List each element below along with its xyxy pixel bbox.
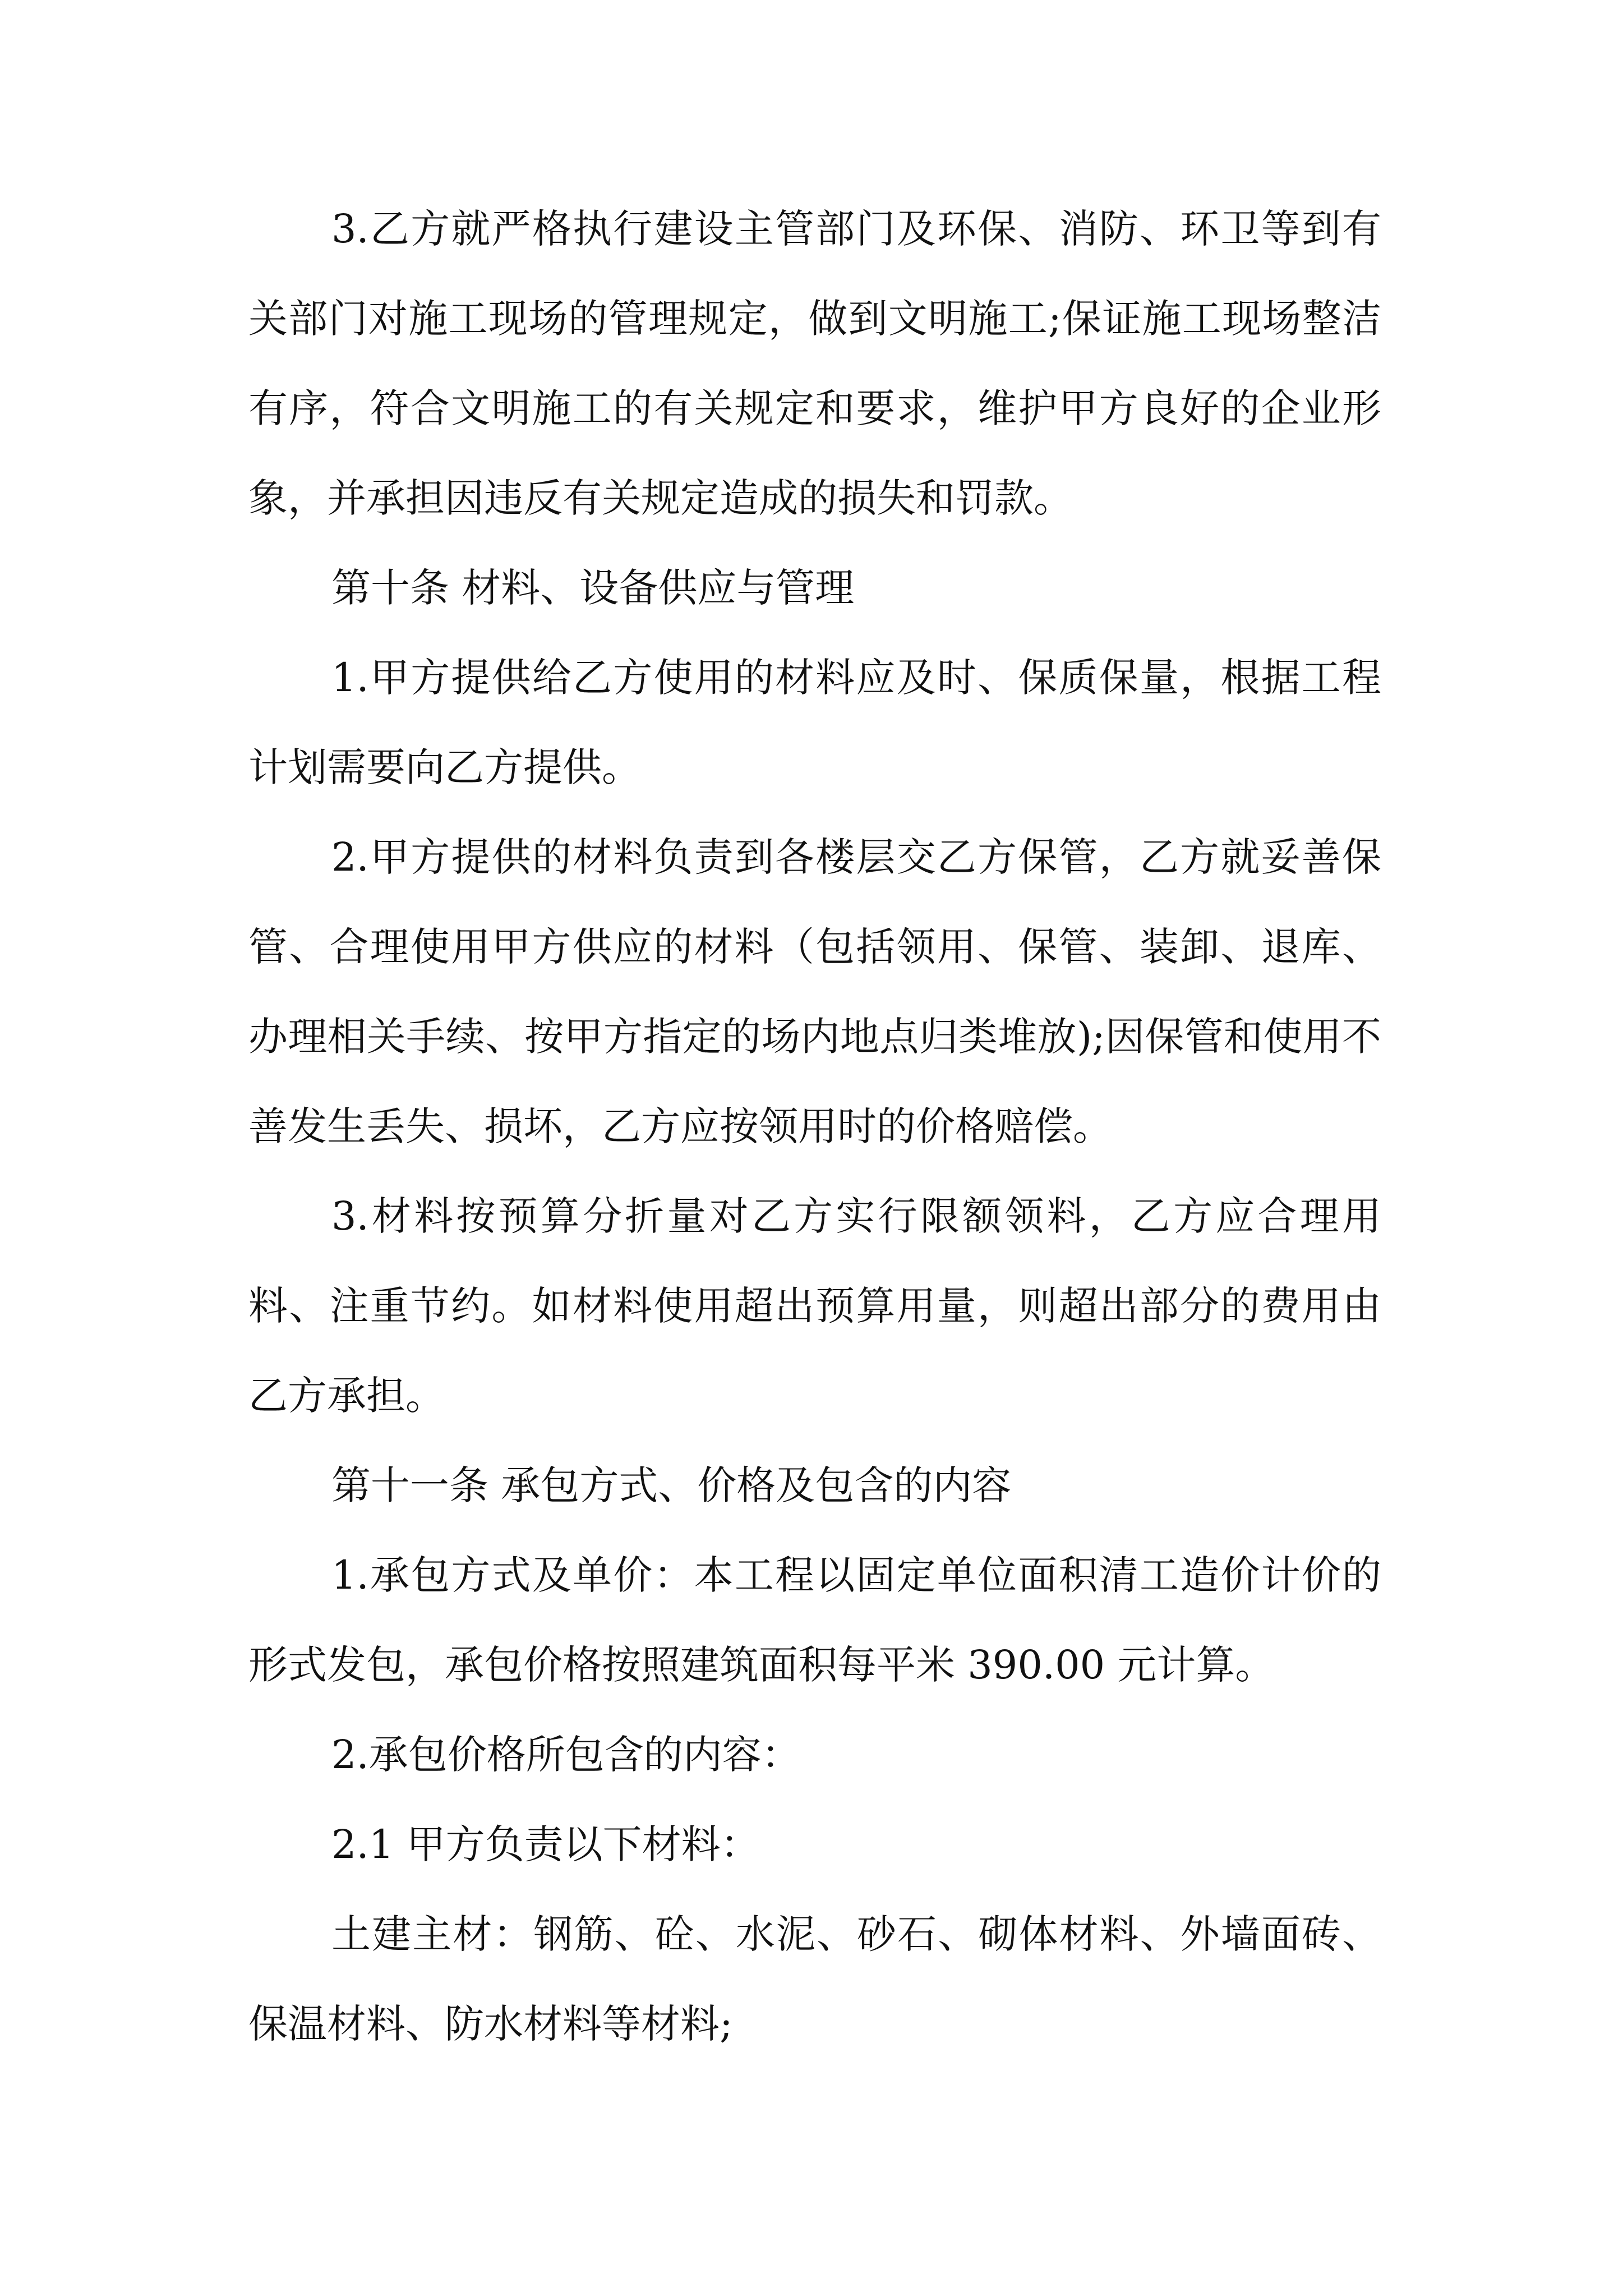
clause-11-materials: 土建主材：钢筋、砼、水泥、砂石、砌体材料、外墙面砖、保温材料、防水材料等材料; xyxy=(248,1911,1381,2047)
clause-9-item-3: 3.乙方就严格执行建设主管部门及环保、消防、环卫等到有关部门对施工现场的管理规定，做到文明施工;保证施工现场整洁有序，符合文明施工的有关规定和要求，维护甲方良好的企业形象，并承担因违反有关规定造成的损失和罚款。 xyxy=(248,206,1381,521)
clause-10-item-3: 3.材料按预算分折量对乙方实行限额领料，乙方应合理用料、注重节约。如材料使用超出预算用量，则超出部分的费用由乙方承担。 xyxy=(248,1193,1381,1419)
clause-11-item-2-1: 2.1 甲方负责以下材料： xyxy=(331,1821,760,1867)
article-10-heading: 第十条 材料、设备供应与管理 xyxy=(331,565,855,611)
document-body xyxy=(248,184,1381,2069)
article-11-heading: 第十一条 承包方式、价格及包含的内容 xyxy=(331,1462,1012,1508)
clause-11-item-2: 2.承包价格所包含的内容： xyxy=(331,1732,801,1778)
clause-10-item-2: 2.甲方提供的材料负责到各楼层交乙方保管，乙方就妥善保管、合理使用甲方供应的材料（包括领用、保管、装卸、退库、办理相关手续、按甲方指定的场内地点归类堆放);因保管和使用不善发生丢失、损坏，乙方应按领用时的价格赔偿。 xyxy=(248,834,1381,1149)
clause-11-item-1: 1.承包方式及单价：本工程以固定单位面积清工造价计价的形式发包，承包价格按照建筑面积每平米 390.00 元计算。 xyxy=(248,1552,1381,1688)
clause-10-item-1: 1.甲方提供给乙方使用的材料应及时、保质保量，根据工程计划需要向乙方提供。 xyxy=(248,655,1381,790)
